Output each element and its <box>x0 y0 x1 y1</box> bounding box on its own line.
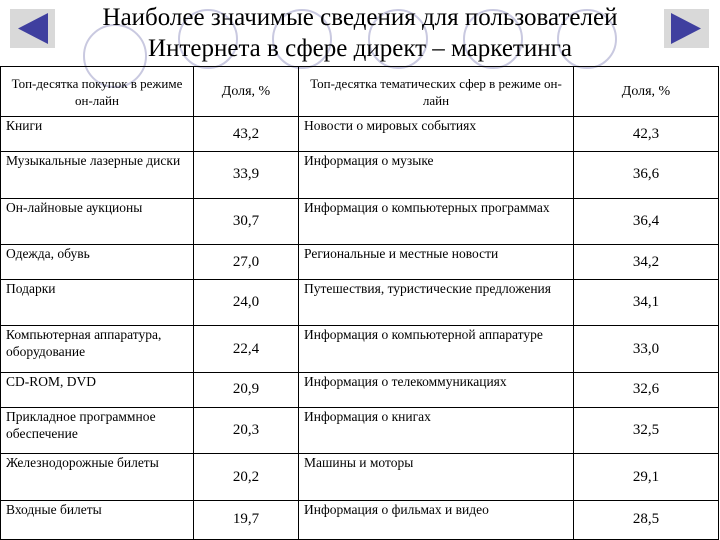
purchase-share-cell: 43,2 <box>194 117 299 152</box>
triangle-right-icon <box>664 9 709 48</box>
prev-slide-button[interactable] <box>10 9 55 48</box>
purchase-share-cell: 19,7 <box>194 500 299 539</box>
table-header-row <box>1 67 719 117</box>
table-row <box>1 198 719 244</box>
topic-share-cell: 28,5 <box>574 500 719 539</box>
purchase-cell: Железнодорожные билеты <box>1 454 194 500</box>
purchase-share-cell: 20,2 <box>194 454 299 500</box>
table-row <box>1 372 719 407</box>
topic-cell: Машины и моторы <box>299 454 574 500</box>
table-row <box>1 152 719 198</box>
table-row <box>1 244 719 279</box>
topic-share-cell: 36,6 <box>574 152 719 198</box>
purchase-cell: Книги <box>1 117 194 152</box>
title-line-2: Интернета в сфере директ – маркетинга <box>148 35 572 62</box>
purchase-cell: Одежда, обувь <box>1 244 194 279</box>
table-row <box>1 454 719 500</box>
topic-cell: Новости о мировых событиях <box>299 117 574 152</box>
slide-title <box>60 2 660 64</box>
purchase-cell: Входные билеты <box>1 500 194 539</box>
next-slide-button[interactable] <box>664 9 709 48</box>
topic-cell: Информация о музыке <box>299 152 574 198</box>
topic-share-cell: 32,5 <box>574 408 719 454</box>
stats-table <box>0 66 719 540</box>
topic-share-cell: 33,0 <box>574 326 719 372</box>
topic-share-cell: 36,4 <box>574 198 719 244</box>
topic-cell: Информация о компьютерной аппаратуре <box>299 326 574 372</box>
topic-cell: Информация о телекоммуникациях <box>299 372 574 407</box>
topic-share-cell: 29,1 <box>574 454 719 500</box>
purchase-share-cell: 24,0 <box>194 280 299 326</box>
header-share-1: Доля, % <box>194 67 299 117</box>
purchase-cell: CD-ROM, DVD <box>1 372 194 407</box>
purchase-cell: Музыкальные лазерные диски <box>1 152 194 198</box>
purchase-share-cell: 33,9 <box>194 152 299 198</box>
topic-cell: Путешествия, туристические предложения <box>299 280 574 326</box>
topic-cell: Региональные и местные новости <box>299 244 574 279</box>
purchase-cell: Прикладное программное обеспечение <box>1 408 194 454</box>
purchase-share-cell: 20,3 <box>194 408 299 454</box>
topic-cell: Информация о компьютерных программах <box>299 198 574 244</box>
table-row <box>1 408 719 454</box>
triangle-left-icon <box>10 9 55 48</box>
table-row <box>1 500 719 539</box>
purchase-share-cell: 20,9 <box>194 372 299 407</box>
table-row <box>1 326 719 372</box>
header-purchases: Топ-десятка покупок в режиме он-лайн <box>1 67 194 117</box>
purchase-share-cell: 22,4 <box>194 326 299 372</box>
topic-cell: Информация о фильмах и видео <box>299 500 574 539</box>
topic-cell: Информация о книгах <box>299 408 574 454</box>
table-row <box>1 117 719 152</box>
purchase-cell: Он-лайновые аукционы <box>1 198 194 244</box>
purchase-share-cell: 30,7 <box>194 198 299 244</box>
topic-share-cell: 42,3 <box>574 117 719 152</box>
header-share-2: Доля, % <box>574 67 719 117</box>
header-topics: Топ-десятка тематических сфер в режиме он-лайн <box>299 67 574 117</box>
title-line-1: Наиболее значимые сведения для пользователей <box>102 4 618 31</box>
purchase-cell: Подарки <box>1 280 194 326</box>
purchase-share-cell: 27,0 <box>194 244 299 279</box>
topic-share-cell: 34,2 <box>574 244 719 279</box>
topic-share-cell: 32,6 <box>574 372 719 407</box>
table-row <box>1 280 719 326</box>
topic-share-cell: 34,1 <box>574 280 719 326</box>
purchase-cell: Компьютерная аппаратура, оборудование <box>1 326 194 372</box>
